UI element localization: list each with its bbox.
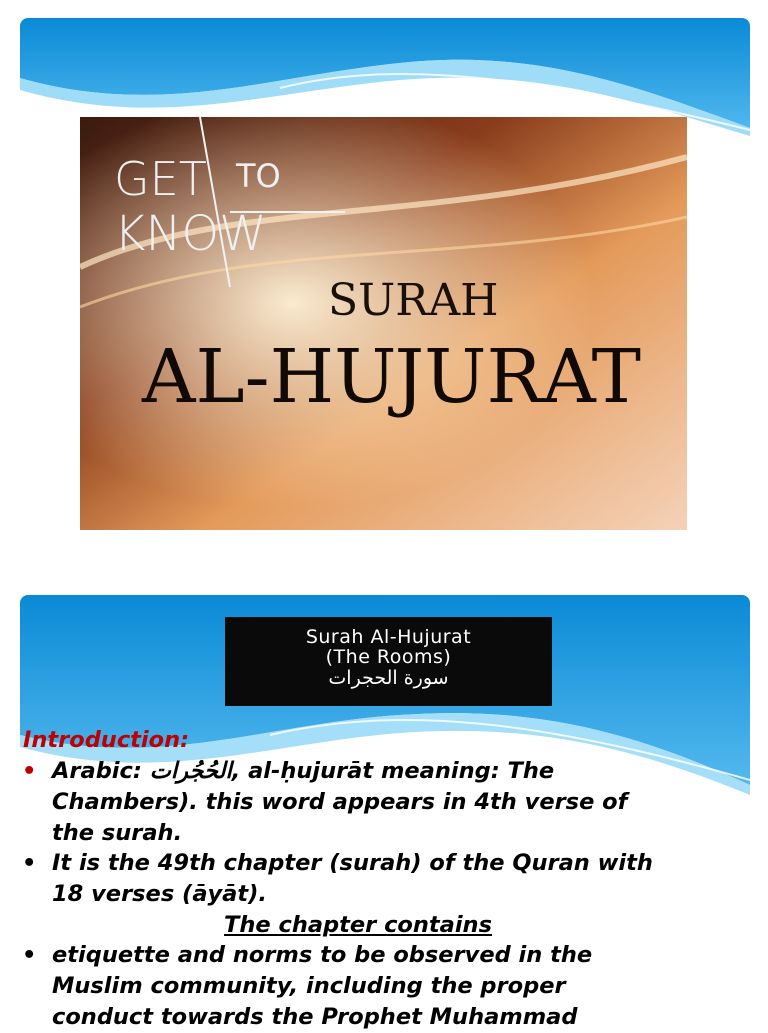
bullet-2-text (52, 848, 752, 910)
hero-surah-label: SURAH (328, 275, 499, 326)
bullet-1-line-2: Chambers). this word appears in 4th verse of (52, 789, 628, 815)
hero-tagline-get: GET (114, 152, 207, 206)
bullet-1-line-1: Arabic: الحُجُرات, al-ḥujurāt meaning: The (52, 758, 555, 784)
bullet-3-line-3: conduct towards the Prophet Muhammad (52, 1004, 578, 1030)
slide-1 (20, 18, 750, 538)
bullet-2-line-2: 18 verses (āyāt). (52, 881, 267, 907)
bullet-3-line-2: Muslim community, including the proper (52, 973, 566, 999)
bullet-2-marker: • (22, 850, 37, 876)
bullet-3-line-1: etiquette and norms to be observed in the (52, 942, 593, 968)
hero-tagline-to: TO (236, 157, 281, 195)
bullet-1-line-3: the surah. (52, 820, 183, 846)
title-line-2: (The Rooms) (325, 646, 452, 668)
hero-surah-name: AL-HUJURAT (142, 334, 641, 420)
title-line-arabic: سورة الحجرات (328, 667, 449, 689)
bullet-2-line-1: It is the 49th chapter (surah) of the Quran with (52, 850, 653, 876)
bullet-3-marker: • (22, 942, 37, 968)
hero-tagline-know: KNOW (114, 206, 267, 262)
chapter-contains-heading: The chapter contains (224, 912, 492, 938)
title-line-1: Surah Al-Hujurat (305, 626, 472, 648)
intro-heading: Introduction: (23, 727, 190, 753)
bullet-3-text (52, 940, 752, 1033)
bullet-1-marker: • (22, 758, 37, 784)
hero-image (80, 117, 687, 530)
slide-2-title-box (225, 617, 552, 706)
bullet-1-text (52, 756, 752, 849)
